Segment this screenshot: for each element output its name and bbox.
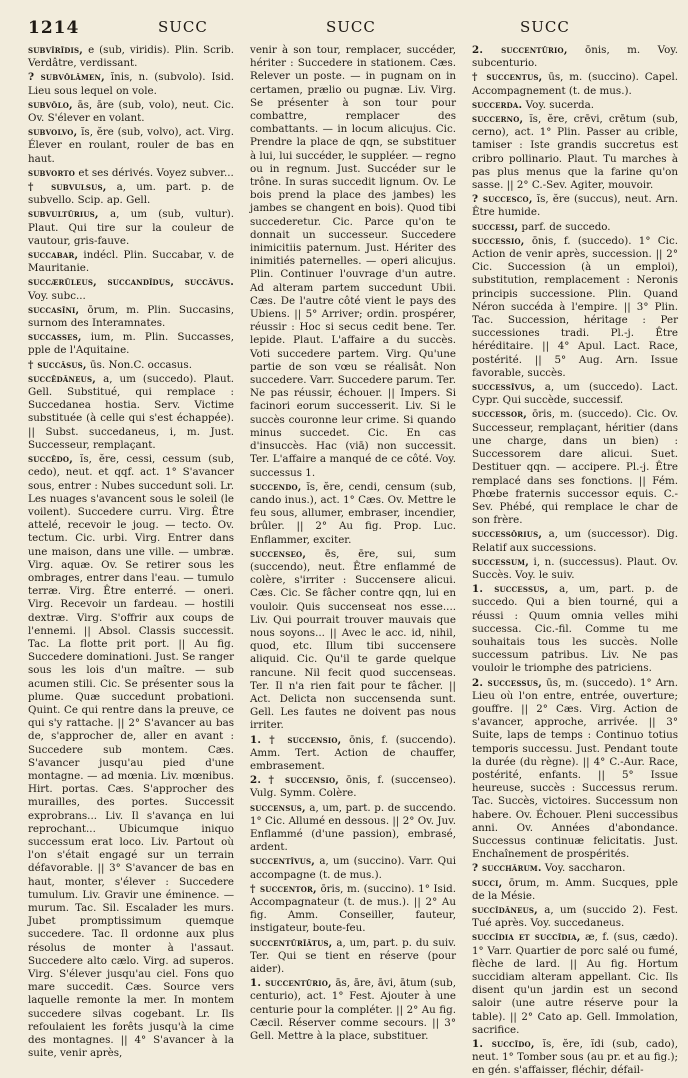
entry-definition: ōris, m. (succedo). Cic. Ov. Successeur, remplaçant, héritier (dans une charge, dans un bien) : Successorem dare alicui. Suet. Destituer qqn. — accipere. Pl.-j. Être remplacé dans ses fonctions. || Fém. Phœbe fraternis successor equis. C.-Sev. Phébé, qui remplace le char de son frère.: [472, 408, 679, 527]
entry-definition: indécl. Plin. Succabar, v. de Mauritanie.: [28, 249, 234, 275]
entry-headword: succabar,: [28, 249, 79, 262]
entry-definition: ĭs, ĕre (sub, volvo), act. Virg. Élever en roulant, rouler de bas en haut.: [28, 126, 234, 165]
entry-headword: succenseo,: [250, 547, 307, 560]
dictionary-entry: [472, 677, 678, 862]
entry-headword: succerno,: [472, 113, 524, 126]
entry-definition: i, n. (successus). Plaut. Ov. Succès. Voy. le suiv.: [472, 555, 678, 581]
dictionary-entry: [28, 181, 234, 207]
entry-definition: a, um (succedo). Plaut. Gell. Substitué, qui remplace : Succedanea hostia. Serv. Victime substituée (à celle qui s'est échappée). || Subst. succedaneus, i, m. Just. Successeur, remplaçant.: [28, 372, 234, 451]
dictionary-entry: [28, 359, 234, 372]
dictionary-entry: [250, 734, 456, 774]
dictionary-entry: [472, 931, 678, 1037]
entry-definition: ĭnis, n. (subvolo). Isid. Lieu sous lequel on vole.: [28, 71, 234, 97]
dictionary-entry: [472, 235, 678, 380]
entry-definition: ĭs, ĕre, ĭdi (sub, cado), neut. 1° Tomber sous (au pr. et au fig.); en gén. s'affaisser, fléchir, défail-: [472, 1038, 678, 1077]
entry-definition: a, um, part. p. de succendo. 1° Cic. Allumé en dessous. || 2° Ov. Juv. Enflammé (d'une passion), embrasé, ardent.: [250, 801, 456, 854]
entry-headword: succĭdia et succīdia,: [472, 931, 581, 944]
entry-headword: ? subvŏlāmen,: [28, 71, 105, 84]
dictionary-entry: [28, 331, 234, 357]
dictionary-entry: [472, 193, 678, 219]
entry-headword: 1. succentŭrio,: [250, 977, 332, 990]
dictionary-entry: [472, 877, 678, 903]
entry-headword: ? succhărum.: [472, 862, 542, 875]
page-number: 1214: [28, 18, 80, 38]
dictionary-entry: [472, 862, 678, 875]
dictionary-entry: [250, 774, 456, 800]
dictionary-entry: [472, 71, 678, 97]
entry-definition: a, um, part. p. du suiv. Ter. Qui se tient en réserve (pour aider).: [250, 936, 456, 976]
entry-definition: ēs, ēre, sui, sum (succendo), neut. Être enflammé de colère, s'irriter : Succensere alicui. Cæs. Cic. Se fâcher contre qqn, lui en vouloir. Quis succenseat nos esse.... Liv. Qui pourrait trouver mauvais que nous soyons... || Avec le acc. id, nihil, quod, etc. Illum tibi succensere aliquid. Cic. Qu'il te garde quelque rancune. Nil fecit quod succenseas. Ter. Il n'a rien fait pour te fâcher. || Act. Delicta non succensenda sunt. Gell. Les fautes ne doivent pas nous irriter.: [250, 547, 456, 732]
entry-headword: succentīvus,: [250, 855, 316, 868]
dictionary-entry: [472, 113, 678, 192]
entry-headword: succensus,: [250, 801, 306, 814]
entry-headword: † succāsus,: [28, 358, 87, 371]
entry-headword: 2. † succensio,: [250, 774, 340, 787]
dictionary-entry: [28, 453, 234, 1060]
entry-headword: subvĭrĭdis,: [28, 44, 84, 56]
entry-headword: succentŭrĭātus,: [250, 936, 333, 949]
entry-definition: ōrum, m. Plin. Succasins, surnom des Interamnates.: [28, 303, 234, 330]
entry-definition: ās, āre (sub, volo), neut. Cic. Ov. S'élever en volant.: [28, 98, 234, 125]
entry-definition: a, um (succino). Varr. Qui accompagne (t. de mus.).: [250, 855, 456, 881]
entry-headword: subvŏlo,: [28, 98, 73, 111]
column-1: [28, 44, 235, 1060]
entry-headword: successi,: [472, 220, 519, 233]
entry-definition: a, um (succedo). Lact. Cypr. Qui succède, successif.: [472, 381, 678, 407]
dictionary-entry: [472, 528, 678, 554]
entry-headword: † subvulsus,: [28, 181, 107, 194]
entry-headword: subvorto: [28, 166, 76, 179]
entry-headword: successor,: [472, 408, 528, 421]
entry-definition: ūs, m. (succino). Capel. Accompagnement (t. de mus.).: [472, 71, 679, 97]
running-head-center: SUCC: [326, 18, 376, 36]
entry-definition: et ses dérivés. Voyez subver...: [78, 166, 234, 179]
entry-definition: a, um, part. p. de succedo. Qui a bien tourné, qui a réussi : Quum omnia velles mihi successa. Cic.-fil. Comme tu me souhaitais tous les succès. Nolle successum patribus. Liv. Ne pas vouloir le triomphe des patriciens.: [472, 583, 678, 675]
dictionary-entry: [28, 249, 234, 275]
dictionary-entry: [250, 548, 456, 733]
dictionary-entry: [250, 855, 456, 881]
dictionary-entry: [28, 276, 234, 302]
entry-headword: succēdāneus,: [28, 372, 97, 385]
entry-headword: 2. succentŭrio,: [472, 44, 568, 56]
entry-headword: successio,: [472, 234, 525, 247]
entry-headword: 1. succĭdo,: [472, 1038, 535, 1051]
dictionary-entry: [472, 44, 678, 70]
entry-headword: ? succesco,: [472, 193, 533, 206]
column-3: [472, 44, 679, 1077]
entry-definition: ĭs, ĕre, cessi, cessum (sub, cedo), neut. et qqf. act. 1° S'avancer sous, entrer : Nubes succedunt soli. Lr. Les nuages s'avancent sous le soleil (le voilent). Succedere curru. Virg. Être attelé, recevoir le joug. — tecto. Ov. tectum. Cic. urbi. Virg. Entrer dans une maison, dans une ville. — umbræ. Virg. aquæ. Ov. Se retirer sous les ombrages, entrer dans l'eau. — tumulo terræ. Virg. Être enterré. — oneri. Virg. Recevoir un fardeau. — hostili dextræ. Virg. S'offrir aux coups de l'ennemi. || Absol. Classis successit. Tac. La flotte prit port. || Au fig. Succedere dominationi. Just. Se ranger sous les lois d'un maître. — sub acumen stili. Cic. Se présenter sous la plume. Quæ succedunt probationi. Quint. Ce qui rentre dans la preuve, ce qui s'y rattache. || 2° S'avancer au bas de, s'approcher de, aller en avant : Succedere sub montem. Cæs. S'avancer jusqu'au pied d'une montagne. — ad mœnia. Liv. mœnibus. Hirt. portas. Cæs. S'approcher des murailles, des portes. Successit exprobrans... Liv. Il s'avança en lui reprochant... Ubicumque iniquo successum erat loco. Liv. Partout où l'on s'était engagé sur un terrain défavorable. || 3° S'avancer de bas en haut, monter, s'élever : Succedere tumulum. Liv. Gravir une éminence. — murum. Tac. Sil. Escalader les murs. Jubet promptissimum quemque succedere. Tac. Il ordonne aux plus résolus de monter à l'assaut. Succedere alto cælo. Virg. ad superos. Virg. S'élever jusqu'au ciel. Fons quo mare succedit. Cæs. Source vers laquelle remonte la mer. In montem succedere silvas cogebant. Lr. Ils refoulaient les forêts jusqu'à la cime des montagnes. || 4° S'avancer à la suite, venir après,: [28, 453, 234, 1060]
entry-headword: † succentus,: [472, 71, 543, 84]
entry-definition: ĭs, ĕre (succus), neut. Arn. Être humide.: [472, 193, 678, 219]
dictionary-entry: [472, 221, 678, 234]
entry-headword: succi,: [472, 876, 503, 889]
entry-definition: ās, āre, āvi, ātum (sub, centurio), act. 1° Fest. Ajouter à une centurie pour la compléter. || 2° Au fig. Cæcil. Réserver comme secours. || 3° Gell. Mettre à la place, substituer.: [250, 977, 456, 1043]
dictionary-entry: [28, 126, 234, 166]
dictionary-entry: [472, 1038, 678, 1078]
entry-definition: a, um (successor). Dig. Relatif aux successions.: [472, 528, 678, 554]
page-header: [0, 18, 688, 40]
entry-headword: succasīni,: [28, 303, 80, 316]
entry-headword: successōrius,: [472, 528, 543, 541]
entry-definition: ōnis, f. (succedo). 1° Cic. Action de venir après, succession. || 2° Cic. Succession (à un emploi), substitution, remplacement : Neronis principis successione. Plin. Quand Néron succéda à l'empire. || 3° Plin. Tac. Succession, héritage : Per successiones tradi. Pl.-j. Être héréditaire. || 4° Apul. Lact. Race, postérité. || 5° Aug. Arn. Issue favorable, succès.: [472, 234, 678, 379]
entry-headword: successum,: [472, 555, 530, 568]
dictionary-entry: [250, 481, 456, 547]
dictionary-entry: [472, 99, 678, 112]
entry-definition: a, um (sub, vultur). Plaut. Qui tire sur la couleur de vautour, gris-fauve.: [28, 208, 234, 247]
dictionary-entry: [472, 583, 678, 675]
dictionary-entry: [28, 373, 234, 452]
running-head-left: SUCC: [158, 18, 208, 36]
dictionary-entry: [250, 883, 456, 936]
running-head-right: SUCC: [520, 18, 570, 36]
entry-definition: ūs, m. (succedo). 1° Arn. Lieu où l'on entre, entrée, ouverture; gouffre. || 2° Cæs. Virg. Action de s'avancer, approche, arrivée. || 3° Suite, laps de temps : Continuo totius temporis successu. Just. Pendant toute la durée (du règne). || 4° C.-Aur. Race, postérité, enfants. || 5° Issue heureuse, succès : Successus rerum. Tac. Succès, victoires. Successum non habere. Ov. Échouer. Pleni successibus anni. Ov. Années d'abondance. Successus continuæ felicitatis. Just. Enchaînement de prospérités.: [472, 676, 678, 861]
entry-definition: ōnis, f. (succendo). Amm. Tert. Action de chauffer, embrasement.: [250, 733, 457, 772]
dictionary-entry: [28, 304, 234, 330]
entry-headword: succĭdāneus,: [472, 904, 538, 916]
entry-definition: ĭs, ĕre, crēvi, crētum (sub, cerno), act. 1° Plin. Passer au crible, tamiser : Iste grandis succretus est cribro pollinario. Plaut. Tu marches à pas plus menus que la farine qu'on sasse. || 2° C.-Sev. Agiter, mouvoir.: [472, 113, 678, 192]
entry-headword: succerda.: [472, 98, 523, 111]
entry-definition: ium, m. Plin. Succasses, pple de l'Aquitaine.: [28, 331, 234, 357]
dictionary-entry: [472, 408, 678, 527]
dictionary-entry: [28, 167, 234, 180]
entry-headword: subvultŭrius,: [28, 208, 99, 221]
entry-headword: 1. successus,: [472, 583, 549, 596]
entry-definition: Voy. subc...: [28, 289, 86, 302]
entry-headword: 1. † succensio,: [250, 733, 342, 746]
entry-headword: succendo,: [250, 480, 302, 493]
entry-definition: ōnis, m. Voy. subcenturio.: [472, 44, 678, 70]
dictionary-entry: [250, 802, 456, 855]
entry-definition: Voy. sucerda.: [525, 98, 595, 111]
dictionary-entry: [250, 44, 456, 480]
dictionary-entry: [28, 71, 234, 97]
entry-definition: Voy. saccharon.: [544, 862, 626, 875]
entry-headword: succēdo,: [28, 453, 73, 466]
entry-definition: e (sub, viridis). Plin. Scrib. Verdâtre, verdissant.: [28, 44, 235, 70]
dictionary-entry: [28, 208, 234, 248]
entry-definition: ōrum, m. Amm. Sucques, pple de la Mésie.: [472, 876, 678, 902]
dictionary-entry: [472, 904, 678, 930]
entry-definition: a, um (succido 2). Fest. Tué après. Voy. succedaneus.: [472, 904, 678, 930]
entry-definition: parf. de succedo.: [521, 220, 611, 233]
entry-headword: succærŭleus, succandĭdus, succāvus.: [28, 276, 234, 289]
dictionary-entry: [28, 99, 234, 125]
entry-headword: succasses,: [28, 331, 82, 344]
dictionary-entry: [250, 977, 456, 1043]
entry-headword: successīvus,: [472, 381, 536, 394]
entry-definition: ōnis, f. (succenseo). Vulg. Symm. Colère.: [250, 774, 456, 800]
column-2: [250, 44, 457, 1043]
entry-definition: venir à son tour, remplacer, succéder, hériter : Succedere in stationem. Cæs. Relever un poste. — in pugnam on in certamen, prælio ou pugnæ. Liv. Virg. Se présenter à son tour pour combattre, remplacer des combattants. — in locum alicujus. Cic. Prendre la place de qqn, se substituer à lui, lui succéder, le suppléer. — regno ou in regnum. Just. Succéder sur le trône. In suras succedit lignum. Ov. Le bois prend la place des jambes) les jambes se changent en bois). Quod tibi succederetur. Cic. Parce qu'on te donnait un successeur. Succedere inimicitiis paternum. Just. Hériter des inimitiés paternelles. — operi alicujus. Plin. Continuer l'ouvrage d'un autre. Ad alteram partem succedunt Ubii. Cæs. De l'autre côté vient le pays des Ubiens. || 5° Arriver; ordin. prospérer, réussir : Hoc si secus cedit bene. Ter. lepide. Plaut. L'affaire a du succès. Voti succedere partem. Virg. Qu'une partie de son vœu se réalisât. Non succedere. Varr. Succedere parum. Ter. Ne pas réussir, échouer. || Impers. Si facinori eorum successerit. Liv. Si le succès couronne leur crime. Si quando minus succedet. Cic. En cas d'insuccès. Hac (viā) non successit. Ter. L'affaire a manqué de ce côté. Voy. successus 1.: [250, 44, 456, 479]
entry-headword: † succentor,: [250, 882, 317, 895]
entry-definition: ūs. Non.C. occasus.: [89, 358, 192, 371]
entry-definition: ĭs, ĕre, cendi, censum (sub, cando inus.), act. 1° Cæs. Ov. Mettre le feu sous, allumer, embraser, incendier, brûler. || 2° Au fig. Prop. Luc. Enflammer, exciter.: [250, 480, 456, 546]
dictionary-entry: [472, 556, 678, 582]
entry-headword: 2. successus,: [472, 676, 543, 689]
entry-headword: subvolvo,: [28, 126, 78, 139]
dictionary-entry: [472, 381, 678, 407]
entry-definition: a, um. part. p. de subvello. Scip. ap. Gell.: [28, 181, 234, 207]
dictionary-entry: [28, 44, 234, 70]
dictionary-entry: [250, 937, 456, 977]
text-columns: [28, 44, 679, 1077]
entry-definition: æ, f. (sus, cædo). 1° Varr. Quartier de porc salé ou fumé, flèche de lard. || Au fig. Hortum succidiam alteram appellant. Cic. Ils disent qu'un jardin est un second saloir (une autre réserve pour la table). || 2° Cato ap. Gell. Immolation, sacrifice.: [472, 931, 678, 1036]
entry-definition: ōris, m. (succino). 1° Isid. Accompagnateur (t. de mus.). || 2° Au fig. Amm. Conseiller, fauteur, instigateur, boute-feu.: [250, 882, 456, 935]
